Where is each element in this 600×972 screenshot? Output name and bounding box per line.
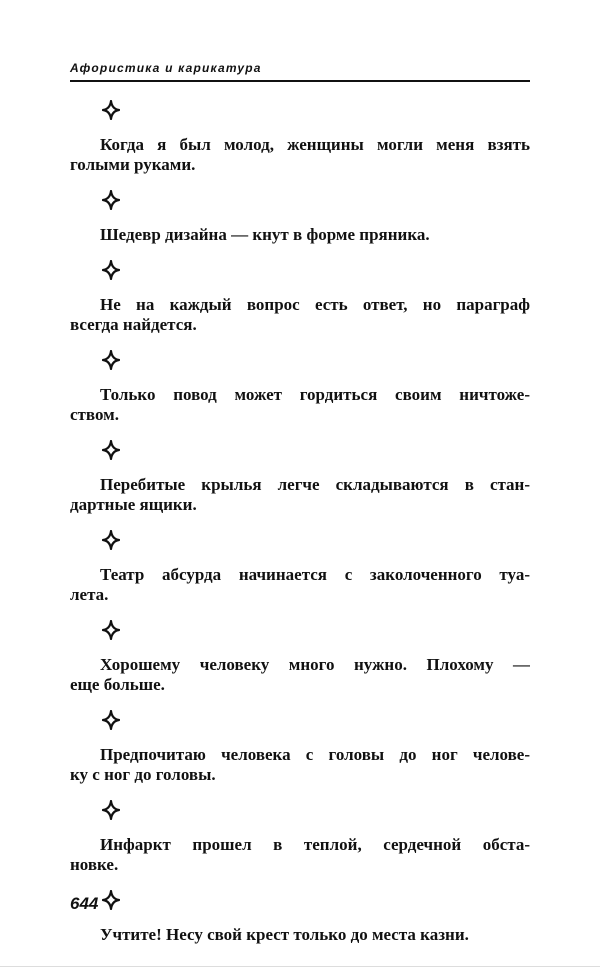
aphorism-text-line: новке.: [70, 855, 119, 874]
four-point-star-icon: [70, 440, 530, 460]
running-header: Афористика и карикатура: [70, 61, 262, 75]
four-point-star-icon: [70, 710, 530, 730]
aphorism-text-line: Инфаркт прошел в теплой, сердечной обста-: [100, 835, 530, 854]
aphorism-list: [70, 100, 530, 960]
four-point-star-icon: [70, 100, 530, 120]
four-point-star-icon: [70, 190, 530, 210]
aphorism-item: [70, 620, 530, 695]
aphorism-item: [70, 710, 530, 785]
page-edge: [0, 966, 600, 967]
four-point-star-icon: [70, 620, 530, 640]
aphorism-item: [70, 530, 530, 605]
aphorism-text-line: всегда найдется.: [70, 315, 197, 334]
aphorism-text-line: еще больше.: [70, 675, 165, 694]
aphorism-item: [70, 260, 530, 335]
aphorism-item: [70, 440, 530, 515]
aphorism-item: [70, 890, 530, 945]
header-rule: [70, 80, 530, 82]
aphorism-text-line: Перебитые крылья легче складываются в стан-: [100, 475, 530, 494]
aphorism-text-line: Театр абсурда начинается с заколоченного туа-: [100, 565, 530, 584]
four-point-star-icon: [70, 350, 530, 370]
aphorism-item: [70, 100, 530, 175]
aphorism-item: [70, 800, 530, 875]
four-point-star-icon: [70, 260, 530, 280]
aphorism-text-line: ку с ног до головы.: [70, 765, 216, 784]
aphorism-item: [70, 190, 530, 245]
aphorism-text-line: дартные ящики.: [70, 495, 197, 514]
aphorism-item: [70, 350, 530, 425]
aphorism-text-line: лета.: [70, 585, 109, 604]
aphorism-text-line: Шедевр дизайна — кнут в форме пряника.: [100, 225, 430, 244]
aphorism-text-line: Хорошему человеку много нужно. Плохому —: [100, 655, 530, 674]
aphorism-text-line: Не на каждый вопрос есть ответ, но параграф: [100, 295, 530, 314]
aphorism-text-line: Только повод может гордиться своим ничтоже-: [100, 385, 530, 404]
aphorism-text-line: Предпочитаю человека с головы до ног челове-: [100, 745, 530, 764]
aphorism-text-line: голыми руками.: [70, 155, 196, 174]
aphorism-text-line: Когда я был молод, женщины могли меня взять: [100, 135, 530, 154]
aphorism-text-line: ством.: [70, 405, 119, 424]
four-point-star-icon: [70, 530, 530, 550]
four-point-star-icon: [70, 800, 530, 820]
page-number: 644: [70, 894, 99, 913]
aphorism-text-line: Учтите! Несу свой крест только до места казни.: [100, 925, 469, 944]
four-point-star-icon: [70, 890, 530, 910]
